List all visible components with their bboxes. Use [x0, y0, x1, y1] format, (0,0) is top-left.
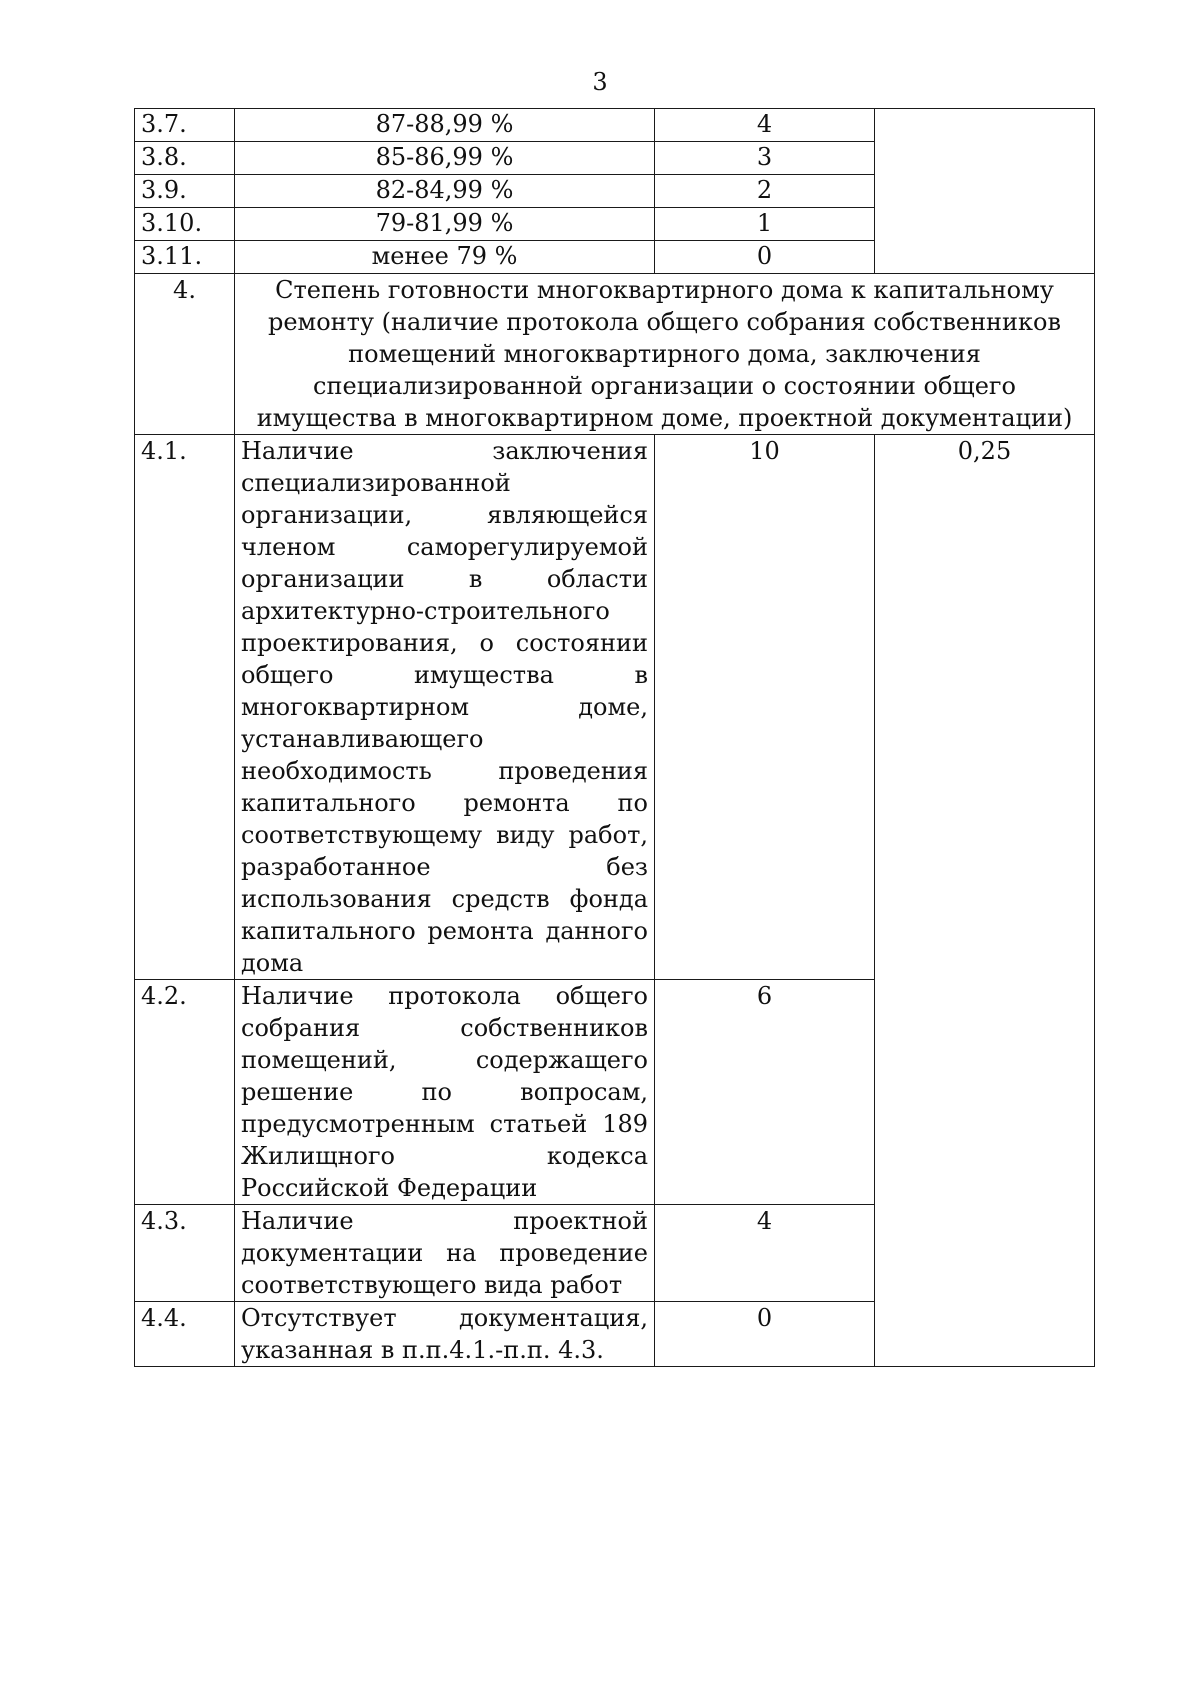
weight-cell-empty: [875, 109, 1095, 274]
row-number: 4.1.: [135, 435, 235, 980]
range-cell: 87-88,99 %: [235, 109, 655, 142]
score-cell: 4: [655, 1205, 875, 1302]
range-cell: 82-84,99 %: [235, 175, 655, 208]
score-cell: 4: [655, 109, 875, 142]
section-title: Степень готовности многоквартирного дома к капитальному ремонту (наличие протокола общего собрания собственников помещений многоквартирного дома, заключения специализированной организации о состоянии общего имущества в многоквартирном доме, проектной документации): [235, 274, 1095, 435]
table-row: [135, 109, 1095, 142]
criterion-text: Наличие протокола общего собрания собственников помещений, содержащего решение по вопросам, предусмотренным статьей 189 Жилищного кодекса Российской Федерации: [235, 980, 655, 1205]
score-cell: 6: [655, 980, 875, 1205]
section-header-row: [135, 274, 1095, 435]
criterion-text: Наличие заключения специализированной организации, являющейся членом саморегулируемой организации в области архитектурно-строительного проектирования, о состоянии общего имущества в многоквартирном доме, устанавливающего необходимость проведения капитального ремонта по соответствующему виду работ, разработанное без использования средств фонда капитального ремонта данного дома: [235, 435, 655, 980]
score-cell: 0: [655, 1302, 875, 1367]
section-number: 4.: [135, 274, 235, 435]
weight-cell: 0,25: [875, 435, 1095, 1367]
range-cell: 85-86,99 %: [235, 142, 655, 175]
row-number: 3.9.: [135, 175, 235, 208]
row-number: 3.7.: [135, 109, 235, 142]
row-number: 4.2.: [135, 980, 235, 1205]
criterion-text: Наличие проектной документации на проведение соответствующего вида работ: [235, 1205, 655, 1302]
row-number: 4.3.: [135, 1205, 235, 1302]
row-number: 3.11.: [135, 241, 235, 274]
row-number: 4.4.: [135, 1302, 235, 1367]
criterion-text: Отсутствует документация, указанная в п.п.4.1.-п.п. 4.3.: [235, 1302, 655, 1367]
score-cell: 1: [655, 208, 875, 241]
row-number: 3.10.: [135, 208, 235, 241]
page-number: 3: [592, 68, 608, 96]
row-number: 3.8.: [135, 142, 235, 175]
score-cell: 0: [655, 241, 875, 274]
score-cell: 2: [655, 175, 875, 208]
score-cell: 10: [655, 435, 875, 980]
range-cell: 79-81,99 %: [235, 208, 655, 241]
table-row: [135, 435, 1095, 980]
criteria-table: [134, 108, 1095, 1367]
score-cell: 3: [655, 142, 875, 175]
range-cell: менее 79 %: [235, 241, 655, 274]
